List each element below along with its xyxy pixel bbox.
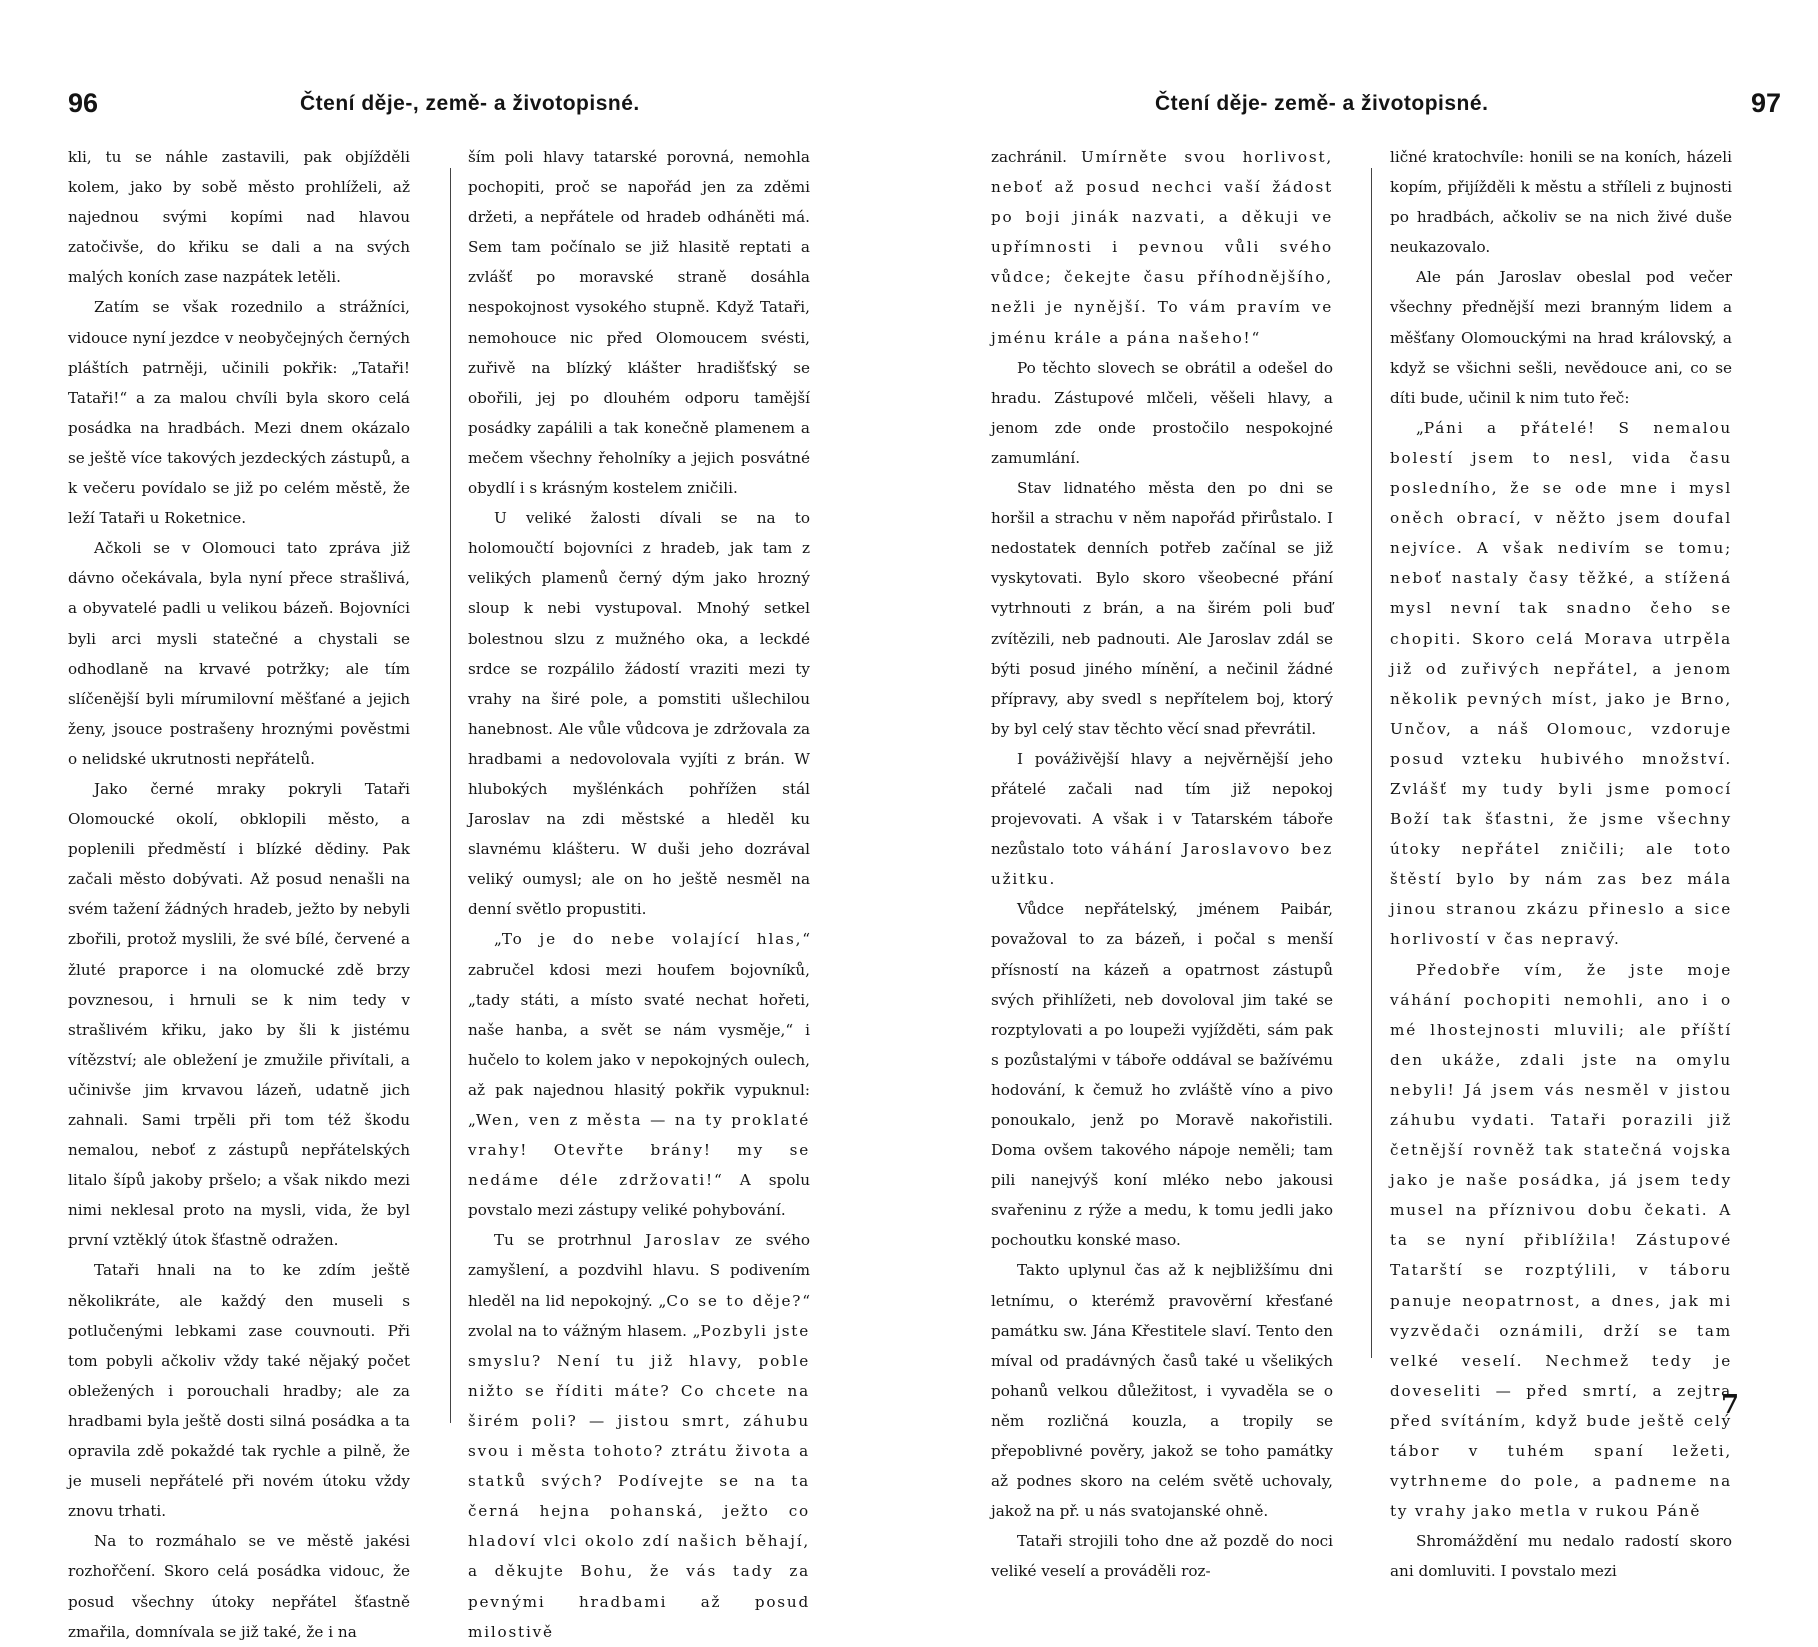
paragraph — [991, 744, 1333, 894]
page-number: 97 — [1750, 88, 1781, 118]
paragraph — [1390, 413, 1732, 955]
paragraph: Tataři hnali na to ke zdím ještě několikráte, ale každý den museli s potlučenými lebkami zase couvnouti. Při tom pobyli ačkoliv vždy také nějaký počet obležených i porouchali hradby; ale za hradbami byla ještě dosti silná posádka a ta opravila zdě pokaždé tak rychle a pilně, že je museli nepřátelé při novém útoku vždy znovu trhati. — [68, 1261, 410, 1521]
paragraph: kli, tu se náhle zastavili, pak objížděli kolem, jako by sobě město prohlíželi, až najednou svými kopími nad hlavou zatočivše, do křiku se dali a na svých malých koních zase nazpátek letěli. — [68, 148, 410, 287]
spaced-speech: Pozbyli jste smyslu? Není tu již hlavy, poble nižto se říditi máte? Co chcete na širém poli? — jistou smrt, záhubu svou i města tohoto? ztrátu života a statků svých? Podívejte se na ta černá hejna pohanská, ježto co hladoví vlci okolo zdí našich běhají, a děkujte Bohu, že vás tady za pevnými hradbami až posud milostivě — [468, 1321, 810, 1641]
text-run: “ A spolu povstalo mezi zástupy veliké pohybování. — [468, 1171, 811, 1220]
text-column-2 — [1390, 142, 1732, 1587]
text-column-1 — [991, 142, 1333, 1587]
paragraph: Jako černé mraky pokryli Tataři Olomoucké okolí, obklopili město, a poplenili předměstí i blízké dědiny. Pak začali město dobývati. Až posud nenašli na svém tažení žádných hradeb, ježto by nebyli zbořili, protož myslili, že své bílé, červené a žluté praporce i na olomucké zdě brzy povznesou, i hrnuli se k nim tedy v strašlivém křiku, jako by šli k jistému vítězství; ale obležení je zmužile přivítali, a učinivše jim krvavou lázeň, udatně jich zahnali. Sami trpěli při tom též škodu nemalou, neboť z zástupů nepřátelských litalo šípů jakoby pršelo; a však nikdo mezi nimi neklesal proto na mysli, vida, že byl první vztěklý útok šťastně odražen. — [68, 779, 410, 1250]
paragraph: Vůdce nepřátelský, jménem Paibár, považoval to za bázeň, i počal s menší přísností na kázeň a opatrnost zástupů svých přihlížeti, neb dovoloval jim také se rozptylovati a po loupeži vyjížděti, sám pak s pozůstalými v táboře oddával se bažívému hodování, k čemuž ho zvláště víno a pivo ponoukalo, jenž po Moravě nakořistili. Doma ovšem takového nápoje neměli; tam pili nanejvýš koní mléko nebo jakousi svařeninu z rýže a medu, k tomu jedli jako pochoutku konské maso. — [991, 900, 1333, 1250]
text-run: ze svého zamyšlení, a pozdvihl hlavu. S podivením hleděl na lid nepokojný. „ — [468, 1231, 810, 1310]
paragraph: Po těchto slovech se obrátil a odešel do hradu. Zástupové mlčeli, věšeli hlavy, a jenom zde onde prostočilo nespokojné zamumlání. — [991, 358, 1333, 467]
text-run: I pováživější hlavy a nejvěrnější jeho přátelé začali nad tím již nepokoj projevovati. A však i v Tatarském táboře nezůstalo toto — [991, 749, 1333, 859]
paragraph — [991, 142, 1333, 353]
paragraph — [468, 1225, 810, 1646]
running-title: Čtení děje- země- a životopisné. — [1155, 92, 1489, 115]
paragraph: ličné kratochvíle: honili se na koních, házeli kopím, přijížděli k městu a stříleli z bujnosti po hradbách, ačkoliv se na nich živé duše neukazovalo. — [1390, 148, 1732, 257]
text-run: “ zabručel kdosi mezi houfem bojovníků, „tady státi, a místo svaté nechat hořeti, naše hanba, a svět se nám vysměje,“ i hučelo to kolem jako v nepokojných oulech, až pak najednou hlasitý pokřik vypuknul: „ — [468, 930, 810, 1129]
paragraph: Stav lidnatého města den po dni se horšil a strachu v něm napořád přirůstalo. I nedostatek denních potřeb začínal se již vyskytovati. Bylo skoro všeobecné přání vytrhnouti z brán, a na širém poli buď zvítězili, neb padnouti. Ale Jaroslav zdál se býti posud jiného mínění, a nečinil žádné přípravy, aby svedl s nepřítelem boj, ktorý by byl celý stav těchto věcí snad převrátil. — [991, 479, 1333, 738]
paragraph: ším poli hlavy tatarské porovná, nemohla pochopiti, proč se napořád jen za zděmi držeti, a nepřátele od hradeb odháněti má. Sem tam počínalo se již hlasitě reptati a zvlášť po moravské straně dosáhla nespokojnost vysokého stupně. Když Tataři, nemohouce nic před Olomoucem svésti, zuřivě na blízký klášter hradišťský se obořili, jej po dlouhém odporu tamější posádky zapálili a tak konečně plamenem a mečem všechny řeholníky a jejich posvátné obydlí i s krásným kostelem zničili. — [468, 148, 810, 498]
paragraph: Na to rozmáhalo se ve městě jakési rozhořčení. Skoro celá posádka vidouc, že posud všechny útoky nepřátel šťastně zmařila, domnívala se již také, že i na — [68, 1532, 410, 1641]
column-divider — [1371, 168, 1372, 1358]
spaced-speech: To je do nebe volající hlas, — [501, 930, 803, 949]
spaced-speech: Předobře vím, že jste moje váhání pochopiti nemohli, ano i o mé lhostejnosti mluvili; ale příští den ukáže, zdali jste na omylu nebyli! Já jsem vás nesměl v jistou záhubu vydati. Tataři porazili již četnější rovněž tak statečná vojska jako je naše posádka, já jsem tedy musel na příznivou dobu čekati. A ta se nyní přiblížila! Zástupové Tatarští se rozptýlili, v táboru panuje neopatrnost, a dnes, jak mi vyzvědači oznámili, drží se tam velké veselí. Nechmež tedy je doveseliti — před smrtí, a zejtra před svítáním, když bude ještě celý tábor v tuhém spaní ležeti, vytrhneme do pole, a padneme na ty vrahy jako metla v rukou Páně — [1390, 960, 1732, 1521]
text-run: “ — [1251, 328, 1260, 347]
text-column-1 — [68, 142, 410, 1647]
paragraph: Shromáždění mu nedalo radostí skoro ani domluviti. I povstalo mezi — [1390, 1532, 1732, 1581]
spaced-speech: Umírněte svou horlivost, neboť až posud nechci vaší žádost po boji jinák nazvati, a děkuji ve upřímnosti i pevnou vůli svého vůdce; čekejte času příhodnějšího, nežli je nynější. To vám pravím ve jménu krále a pána našeho! — [991, 148, 1333, 347]
paragraph: Tataři strojili toho dne až pozdě do noci veliké veselí a prováděli roz- — [991, 1532, 1333, 1581]
spaced-text: váhání Jaroslavovo bez užitku. — [991, 840, 1333, 889]
paragraph: U veliké žalosti dívali se na to holomoučtí bojovníci z hradeb, jak tam z velikých plamenů černý dým jako hrozný sloup k nebi vystupoval. Mnohý setkel bolestnou slzu z mužného oka, a leckdé srdce se rozpálilo žádostí vraziti mezi ty vrahy na širé pole, a pomstiti ušlechilou hanebnost. Ale vůle vůdcova je zdržovala za hradbami a nedovolovala vyjíti z brán. W hlubokých myšlénkách pohřížen stál Jaroslav na zdi městské a hleděl ku slavnému klášteru. W duši jeho dozrával veliký oumysl; ale on ho ještě nesměl na denní světlo propustiti. — [468, 509, 810, 919]
spaced-name: Jaroslav — [645, 1231, 722, 1250]
paragraph — [1390, 955, 1732, 1527]
page-number: 96 — [68, 88, 99, 118]
text-run: “ zvolal na to vážným hlasem. „ — [468, 1291, 810, 1340]
printer-signature: 7 — [1721, 1390, 1740, 1420]
text-run: zachránil. — [991, 148, 1081, 166]
running-title: Čtení děje-, země- a životopisné. — [300, 92, 640, 115]
text-column-2 — [468, 142, 810, 1647]
text-run: „ — [1416, 418, 1424, 437]
paragraph: Ačkoli se v Olomouci tato zpráva již dávno očekávala, byla nyní přece strašlivá, a obyvatelé padli u velikou bázeň. Bojovníci byli arci mysli statečné a chystali se odhodlaně na krvavé potržky; ale tím slíčenější byli mírumilovní měšťané a jejich ženy, jsouce postrašeny hroznými pověstmi o nelidské ukrutnosti nepřátelů. — [68, 539, 410, 768]
spaced-speech: Wen, ven z města — na ty proklaté vrahy! Otevřte brány! my se nedáme déle zdržovati! — [468, 1111, 810, 1190]
paragraph: Ale pán Jaroslav obeslal pod večer všechny přednější mezi branným lidem a měšťany Olomouckými na hrad královský, a když se všichni sešli, nevědouce ani, co se díti bude, učinil k nim tuto řeč: — [1390, 268, 1732, 407]
left-page — [0, 0, 909, 1641]
paragraph: Zatím se však rozednilo a strážníci, vidouce nyní jezdce v neobyčejných černých pláštích patrněji, učinili pokřik: „Tataři! Tataři!“ a za malou chvíli byla skoro celá posádka na hradbách. Mezi dnem okázalo se ještě více takových jezdeckých zástupů, a k večeru povídalo se již po celém městě, že leží Tataři u Roketnice. — [68, 298, 410, 528]
column-divider — [450, 168, 451, 1423]
paragraph — [468, 924, 810, 1225]
left-page-header — [68, 88, 888, 128]
right-page-header — [991, 88, 1781, 128]
right-page — [909, 0, 1818, 1581]
text-run: „ — [494, 930, 502, 949]
spaced-speech: Páni a přátelé! S nemalou bolestí jsem to nesl, vida času posledního, že se ode mne i mysl oněch obrací, v něžto jsem doufal nejvíce. A však nedivím se tomu; neboť nastaly časy těžké, a stížená mysl nevní tak snadno čeho se chopiti. Skoro celá Morava utrpěla již od zuřivých nepřátel, a jenom několik pevných míst, jako je Brno, Unčov, a náš Olomouc, vzdoruje posud vzteku hubivého množství. Zvlášť my tudy byli jsme pomocí Boží tak šťastni, že jsme všechny útoky nepřátel zničili; ale toto štěstí bylo by nám zas bez mála jinou stranou zkázu přineslo a sice horlivostí v čas nepravý. — [1390, 418, 1732, 949]
spaced-speech: Co se to děje? — [666, 1291, 803, 1310]
text-run: Tu se protrhnul — [494, 1231, 646, 1250]
paragraph: Takto uplynul čas až k nejbližšímu dni letnímu, o kterémž pravověrní křesťané památku sw. Jána Křestitele slaví. Tento den míval od pradávných časů také u všelikých pohanů velkou důležitost, i vyvaděla se o něm rozličná kouzla, a tropily se přepoblivné pověry, jakož se toho památky až podnes skoro na celém světě uchovaly, jakož na př. u nás svatojanské ohně. — [991, 1261, 1333, 1521]
